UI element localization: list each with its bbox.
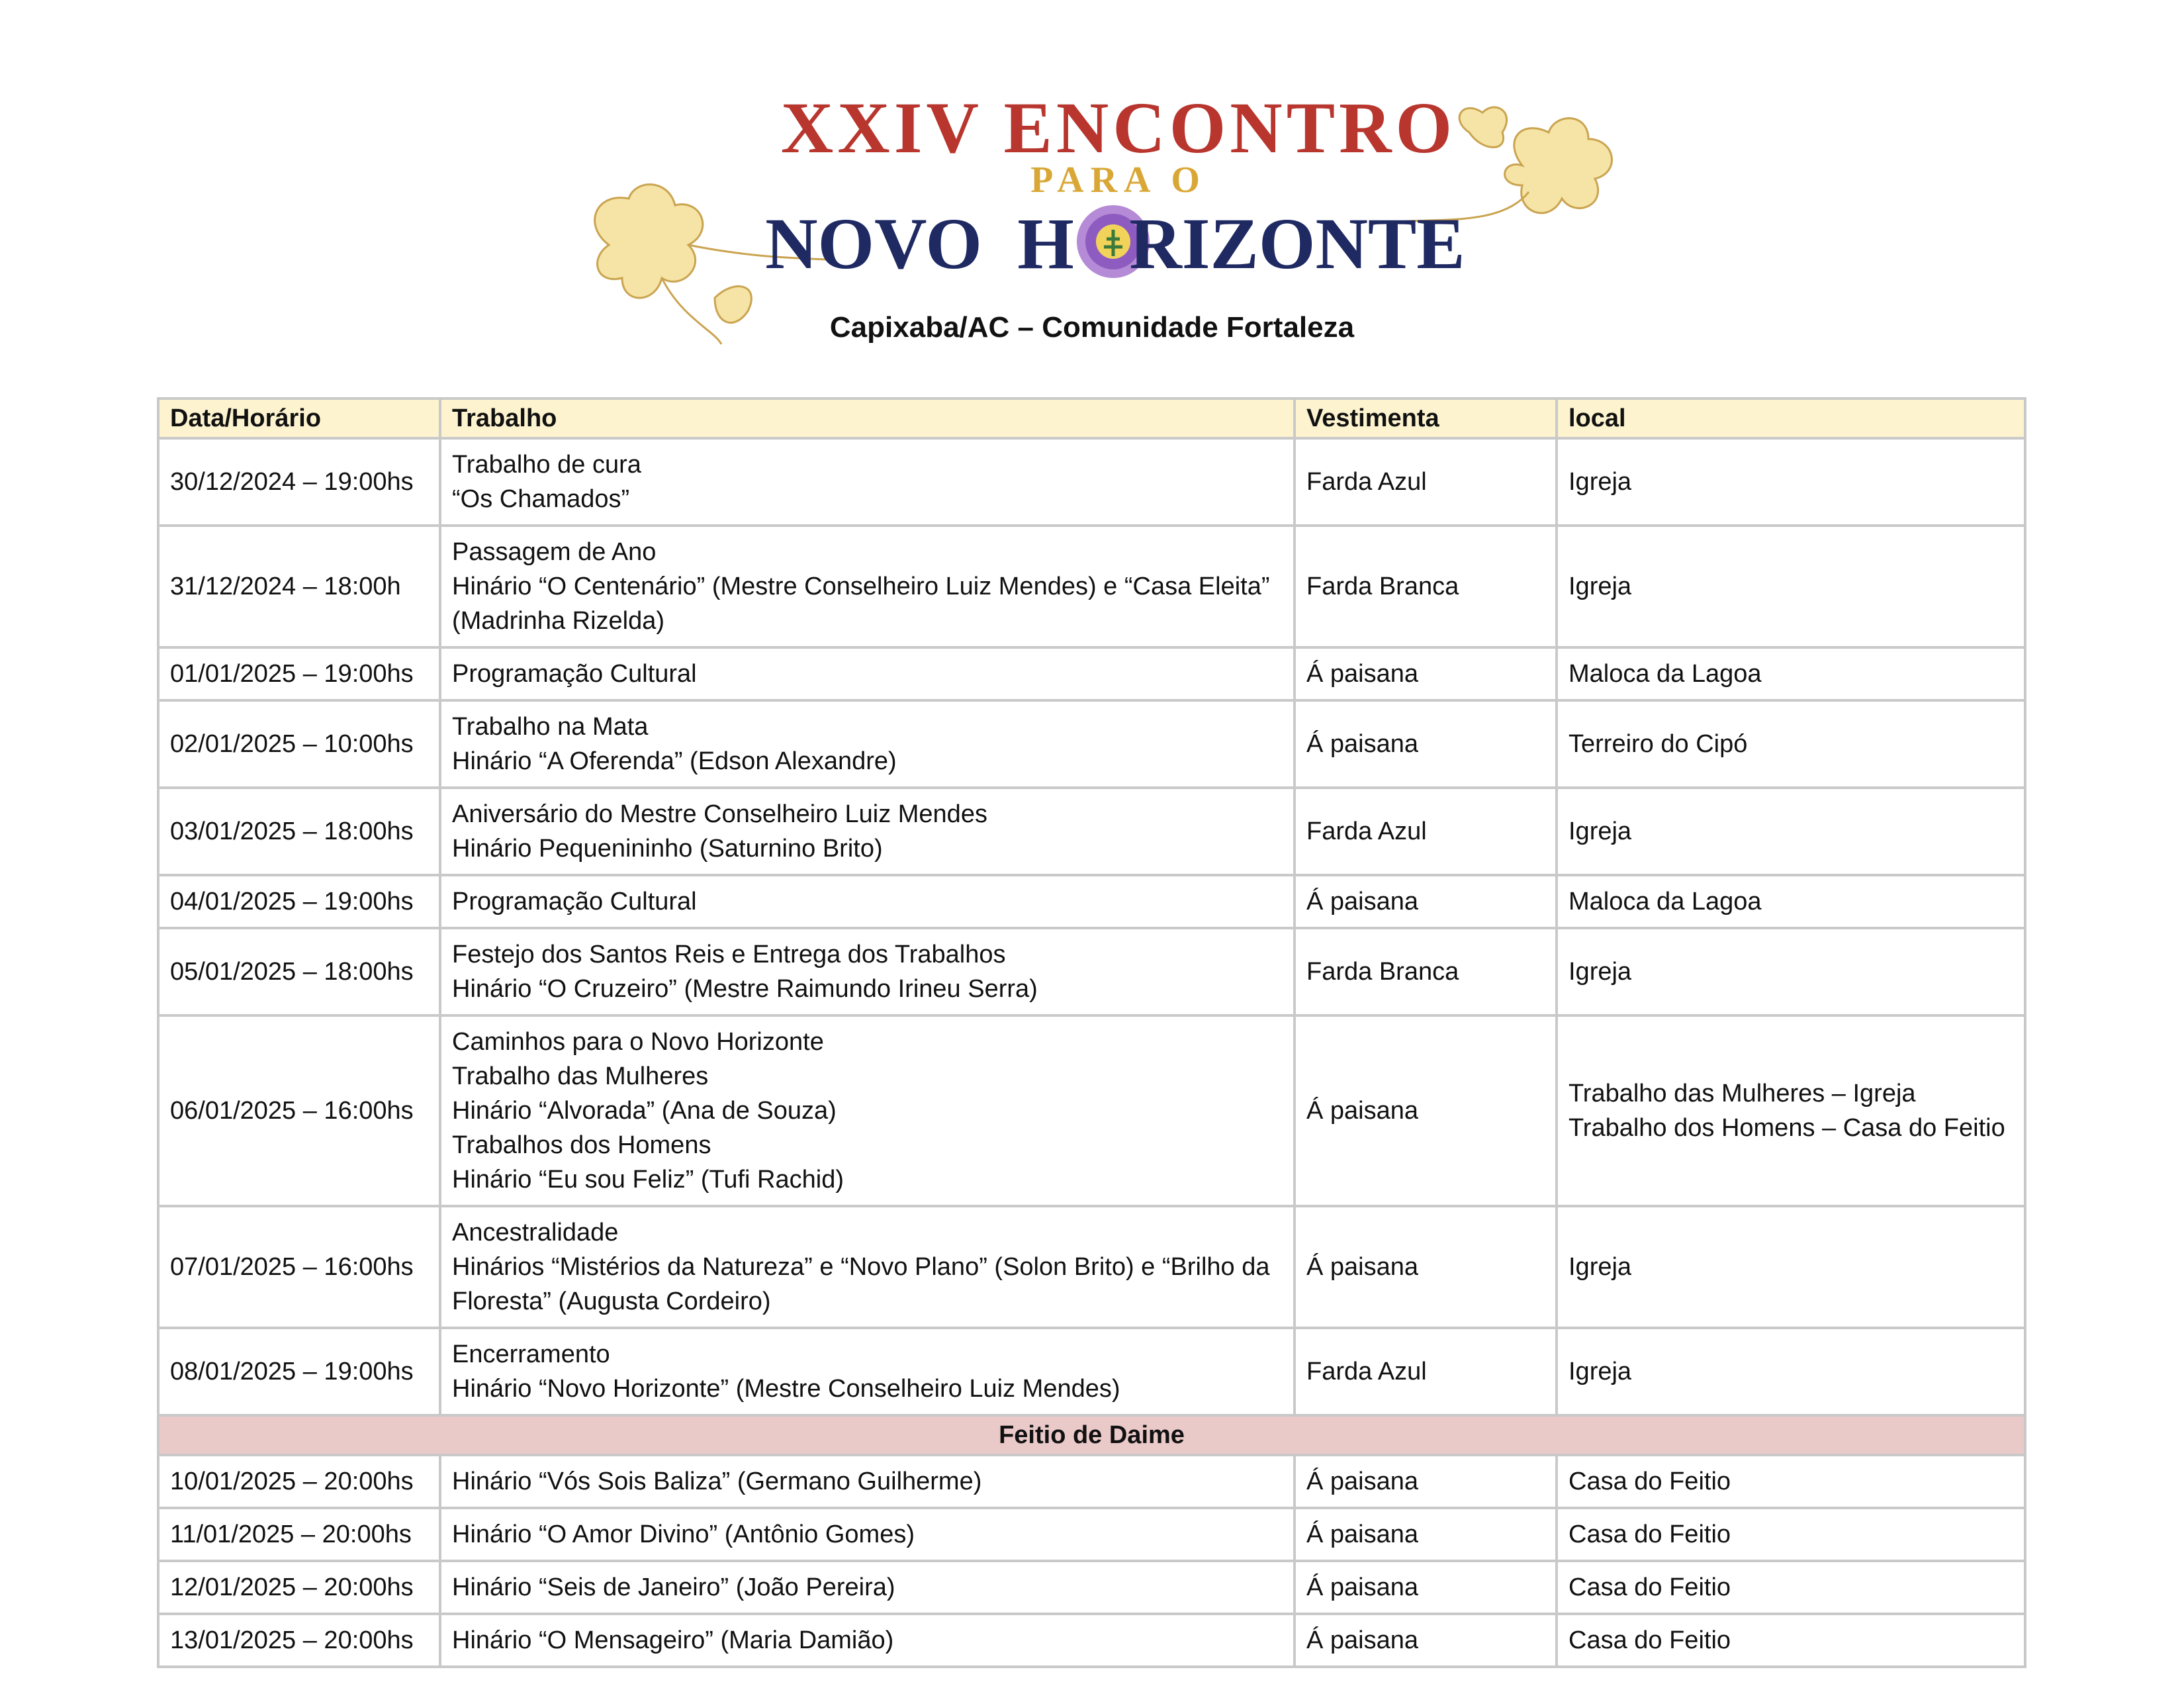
cell-local <box>1557 700 2025 788</box>
cell-trabalho-line: Hinário “Vós Sois Baliza” (Germano Guilherme) <box>452 1468 982 1495</box>
cell-date: 01/01/2025 – 19:00hs <box>158 647 440 700</box>
table-row <box>158 526 2025 647</box>
cell-trabalho-line: Hinário “O Mensageiro” (Maria Damião) <box>452 1626 894 1654</box>
cell-trabalho <box>440 526 1295 647</box>
table-row <box>158 647 2025 700</box>
cell-trabalho <box>440 1508 1295 1561</box>
cell-date: 05/01/2025 – 18:00hs <box>158 928 440 1015</box>
cell-local-line: Trabalho das Mulheres – Igreja <box>1569 1080 1916 1107</box>
subtitle: Capixaba/AC – Comunidade Fortaleza <box>829 311 1355 344</box>
cell-local-line: Maloca da Lagoa <box>1569 660 1762 688</box>
table-row <box>158 1206 2025 1328</box>
section-title: Feitio de Daime <box>158 1415 2025 1455</box>
cell-local-line: Igreja <box>1569 573 1632 600</box>
cell-trabalho-line: Festejo dos Santos Reis e Entrega dos Trabalhos <box>452 941 1006 968</box>
cell-local <box>1557 1328 2025 1415</box>
cell-local <box>1557 788 2025 875</box>
cell-trabalho-line: Passagem de Ano <box>452 538 657 566</box>
cell-trabalho-line: Programação Cultural <box>452 660 697 688</box>
header-vestimenta: Vestimenta <box>1295 399 1557 438</box>
header-local: local <box>1557 399 2025 438</box>
cell-trabalho-line: “Os Chamados” <box>452 485 630 513</box>
cell-date: 08/01/2025 – 19:00hs <box>158 1328 440 1415</box>
cell-trabalho-line: Hinário “Novo Horizonte” (Mestre Conselheiro Luiz Mendes) <box>452 1375 1120 1403</box>
feitio-body <box>158 1415 2025 1667</box>
cell-trabalho-line: Hinários “Mistérios da Natureza” e “Novo Plano” (Solon Brito) e “Brilho da <box>452 1253 1270 1281</box>
title-line-2: PARA O <box>1030 160 1206 201</box>
cell-trabalho <box>440 1328 1295 1415</box>
title-line-3-right: RIZONTE <box>1129 203 1465 284</box>
cell-trabalho-line: Trabalho das Mulheres <box>452 1062 709 1090</box>
cell-trabalho-line: Ancestralidade <box>452 1219 619 1246</box>
cell-local-line: Casa do Feitio <box>1569 1521 1731 1548</box>
title-line-1: XXIV ENCONTRO <box>780 87 1457 168</box>
title-line-3-left: NOVO <box>765 203 982 284</box>
cell-trabalho-line: Trabalho na Mata <box>452 713 649 741</box>
cell-vestimenta: Farda Branca <box>1295 928 1557 1015</box>
cell-trabalho <box>440 438 1295 526</box>
cell-trabalho <box>440 1206 1295 1328</box>
cell-trabalho-line: Programação Cultural <box>452 888 697 915</box>
cell-local-line: Maloca da Lagoa <box>1569 888 1762 915</box>
cell-vestimenta: Á paisana <box>1295 1561 1557 1614</box>
cell-vestimenta: Farda Azul <box>1295 788 1557 875</box>
section-row <box>158 1415 2025 1455</box>
cell-vestimenta: Farda Branca <box>1295 526 1557 647</box>
cell-vestimenta: Á paisana <box>1295 1508 1557 1561</box>
cell-date: 13/01/2025 – 20:00hs <box>158 1614 440 1667</box>
cell-local-line: Igreja <box>1569 818 1632 845</box>
cell-local <box>1557 1508 2025 1561</box>
cell-trabalho-line: Hinário “O Amor Divino” (Antônio Gomes) <box>452 1521 915 1548</box>
cell-local-line: Igreja <box>1569 958 1632 986</box>
table-row <box>158 700 2025 788</box>
cell-date: 03/01/2025 – 18:00hs <box>158 788 440 875</box>
table-row <box>158 875 2025 928</box>
cell-local <box>1557 526 2025 647</box>
cell-vestimenta: Á paisana <box>1295 1455 1557 1508</box>
title-line-3-h: H <box>1017 203 1074 284</box>
cell-trabalho-line: Encerramento <box>452 1340 610 1368</box>
cell-trabalho-line: Caminhos para o Novo Horizonte <box>452 1028 824 1056</box>
cell-local <box>1557 1015 2025 1206</box>
cell-vestimenta: Á paisana <box>1295 1015 1557 1206</box>
cell-trabalho-line: Trabalhos dos Homens <box>452 1131 711 1159</box>
schedule-body <box>158 438 2025 1415</box>
cell-trabalho-line: (Madrinha Rizelda) <box>452 607 665 635</box>
cell-trabalho-line: Hinário Pequenininho (Saturnino Brito) <box>452 835 883 863</box>
table-row <box>158 1455 2025 1508</box>
cell-date: 06/01/2025 – 16:00hs <box>158 1015 440 1206</box>
cell-vestimenta: Á paisana <box>1295 700 1557 788</box>
table-row <box>158 1561 2025 1614</box>
cell-local <box>1557 647 2025 700</box>
table-row <box>158 788 2025 875</box>
cell-trabalho-line: Hinário “Seis de Janeiro” (João Pereira) <box>452 1573 895 1601</box>
schedule-table <box>157 397 2026 1668</box>
cell-trabalho-line: Aniversário do Mestre Conselheiro Luiz Mendes <box>452 800 987 828</box>
cell-local-line: Igreja <box>1569 1253 1632 1281</box>
cell-trabalho <box>440 1015 1295 1206</box>
cell-local-line: Casa do Feitio <box>1569 1573 1731 1601</box>
table-row <box>158 1614 2025 1667</box>
cell-trabalho-line: Floresta” (Augusta Cordeiro) <box>452 1288 771 1315</box>
cell-vestimenta: Farda Azul <box>1295 1328 1557 1415</box>
cell-local-line: Trabalho dos Homens – Casa do Feitio <box>1569 1114 2005 1142</box>
cell-date: 02/01/2025 – 10:00hs <box>158 700 440 788</box>
cell-vestimenta: Farda Azul <box>1295 438 1557 526</box>
cell-date: 11/01/2025 – 20:00hs <box>158 1508 440 1561</box>
cell-trabalho-line: Hinário “O Centenário” (Mestre Conselheiro Luiz Mendes) e “Casa Eleita” <box>452 573 1270 600</box>
cell-trabalho <box>440 647 1295 700</box>
cell-date: 10/01/2025 – 20:00hs <box>158 1455 440 1508</box>
cell-trabalho <box>440 1614 1295 1667</box>
table-row <box>158 928 2025 1015</box>
cell-vestimenta: Á paisana <box>1295 647 1557 700</box>
cell-trabalho-line: Trabalho de cura <box>452 451 641 479</box>
table-row <box>158 1015 2025 1206</box>
cell-local <box>1557 928 2025 1015</box>
cell-local-line: Igreja <box>1569 468 1632 496</box>
cell-trabalho <box>440 928 1295 1015</box>
cell-vestimenta: Á paisana <box>1295 875 1557 928</box>
cell-trabalho <box>440 788 1295 875</box>
cell-vestimenta: Á paisana <box>1295 1206 1557 1328</box>
cell-trabalho <box>440 875 1295 928</box>
cell-trabalho <box>440 1455 1295 1508</box>
page-header <box>0 0 2184 371</box>
header-date: Data/Horário <box>158 399 440 438</box>
cell-date: 31/12/2024 – 18:00h <box>158 526 440 647</box>
cell-local <box>1557 1561 2025 1614</box>
cell-trabalho <box>440 700 1295 788</box>
cell-date: 30/12/2024 – 19:00hs <box>158 438 440 526</box>
cell-local <box>1557 1455 2025 1508</box>
cell-local-line: Terreiro do Cipó <box>1569 730 1748 758</box>
cell-date: 04/01/2025 – 19:00hs <box>158 875 440 928</box>
header-trabalho: Trabalho <box>440 399 1295 438</box>
table-row <box>158 438 2025 526</box>
cell-local-line: Casa do Feitio <box>1569 1468 1731 1495</box>
table-row <box>158 1328 2025 1415</box>
cell-local-line: Igreja <box>1569 1358 1632 1385</box>
table-row <box>158 1508 2025 1561</box>
cell-date: 12/01/2025 – 20:00hs <box>158 1561 440 1614</box>
table-header-row <box>158 399 2025 438</box>
cell-trabalho-line: Hinário “Eu sou Feliz” (Tufi Rachid) <box>452 1166 844 1194</box>
cell-local <box>1557 875 2025 928</box>
cell-trabalho-line: Hinário “A Oferenda” (Edson Alexandre) <box>452 747 897 775</box>
cell-local-line: Casa do Feitio <box>1569 1626 1731 1654</box>
cell-date: 07/01/2025 – 16:00hs <box>158 1206 440 1328</box>
cell-trabalho <box>440 1561 1295 1614</box>
cell-local <box>1557 438 2025 526</box>
cell-vestimenta: Á paisana <box>1295 1614 1557 1667</box>
cell-local <box>1557 1614 2025 1667</box>
cell-local <box>1557 1206 2025 1328</box>
cell-trabalho-line: Hinário “O Cruzeiro” (Mestre Raimundo Irineu Serra) <box>452 975 1038 1003</box>
cell-trabalho-line: Hinário “Alvorada” (Ana de Souza) <box>452 1097 837 1125</box>
